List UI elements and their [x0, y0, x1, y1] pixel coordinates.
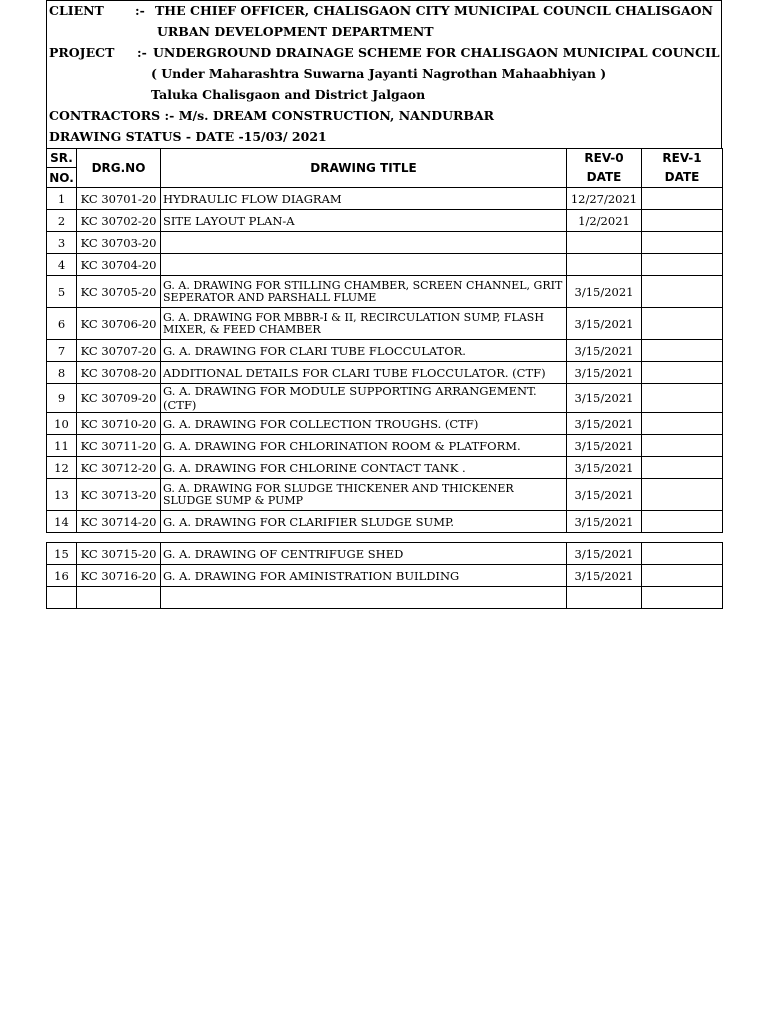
table-row	[47, 308, 723, 340]
cell-rev0-date: 3/15/2021	[567, 565, 642, 587]
table-row	[47, 340, 723, 362]
cell-drg-no: KC 30715-20	[77, 543, 161, 565]
cell-rev0-date: 3/15/2021	[567, 413, 642, 435]
contractors-line: CONTRACTORS :- M/s. DREAM CONSTRUCTION, NANDURBAR	[49, 108, 495, 123]
cell-sr-no: 7	[47, 340, 77, 362]
cell-rev1-date	[642, 308, 723, 340]
cell-rev1-date	[642, 511, 723, 533]
cell-rev1-date	[642, 232, 723, 254]
cell-drawing-title: G. A. DRAWING FOR CHLORINATION ROOM & PLATFORM.	[161, 435, 567, 457]
table-row	[47, 565, 723, 587]
col-rev0-header: REV-0	[567, 149, 642, 168]
table-row	[47, 543, 723, 565]
cell-sr-no: 16	[47, 565, 77, 587]
cell-drg-no: KC 30704-20	[77, 254, 161, 276]
table-row	[47, 413, 723, 435]
cell-rev0-date	[567, 232, 642, 254]
cell-drg-no: KC 30707-20	[77, 340, 161, 362]
cell-rev0-date: 3/15/2021	[567, 384, 642, 413]
cell-rev1-date	[642, 340, 723, 362]
cell-rev1-date	[642, 254, 723, 276]
cell-sr-no: 9	[47, 384, 77, 413]
cell-rev1-date	[642, 457, 723, 479]
table-row	[47, 435, 723, 457]
col-sr-header: SR.	[47, 149, 77, 168]
cell-rev0-date: 3/15/2021	[567, 511, 642, 533]
table-row	[47, 457, 723, 479]
drawing-table-continued	[46, 542, 723, 609]
cell-sr-no: 1	[47, 188, 77, 210]
cell-sr-no: 8	[47, 362, 77, 384]
cell-drg-no: KC 30716-20	[77, 565, 161, 587]
cell-drawing-title: G. A. DRAWING FOR SLUDGE THICKENER AND THICKENER SLUDGE SUMP & PUMP	[161, 479, 567, 511]
cell-rev1-date	[642, 362, 723, 384]
cell-rev1-date	[642, 413, 723, 435]
cell-drawing-title: SITE LAYOUT PLAN-A	[161, 210, 567, 232]
table-row	[47, 210, 723, 232]
table-row	[47, 384, 723, 413]
cell-sr-no: 11	[47, 435, 77, 457]
cell-rev0-date: 12/27/2021	[567, 188, 642, 210]
cell-rev1-date	[642, 479, 723, 511]
cell-drawing-title: G. A. DRAWING FOR STILLING CHAMBER, SCREEN CHANNEL, GRIT SEPERATOR AND PARSHALL FLUME	[161, 276, 567, 308]
cell-sr-no: 14	[47, 511, 77, 533]
cell-sr-no	[47, 587, 77, 609]
table-header-row	[47, 149, 723, 168]
client-line	[49, 3, 713, 18]
cell-drg-no: KC 30713-20	[77, 479, 161, 511]
cell-rev0-date	[567, 587, 642, 609]
cell-drg-no: KC 30711-20	[77, 435, 161, 457]
cell-rev1-date	[642, 543, 723, 565]
cell-rev0-date: 3/15/2021	[567, 543, 642, 565]
cell-sr-no: 5	[47, 276, 77, 308]
cell-drg-no: KC 30709-20	[77, 384, 161, 413]
col-drg-header: DRG.NO	[77, 149, 161, 188]
cell-rev1-date	[642, 565, 723, 587]
cell-drg-no: KC 30703-20	[77, 232, 161, 254]
cell-sr-no: 2	[47, 210, 77, 232]
cell-rev0-date: 1/2/2021	[567, 210, 642, 232]
cell-drg-no: KC 30714-20	[77, 511, 161, 533]
col-title-header: DRAWING TITLE	[161, 149, 567, 188]
cell-drawing-title	[161, 254, 567, 276]
cell-drawing-title: G. A. DRAWING FOR CLARIFIER SLUDGE SUMP.	[161, 511, 567, 533]
cell-drg-no: KC 30712-20	[77, 457, 161, 479]
header-block	[46, 0, 722, 148]
cell-rev0-date	[567, 254, 642, 276]
cell-drg-no: KC 30708-20	[77, 362, 161, 384]
cell-sr-no: 10	[47, 413, 77, 435]
drawing-register-sheet	[46, 0, 722, 609]
client-name: THE CHIEF OFFICER, CHALISGAON CITY MUNICIPAL COUNCIL CHALISGAON	[155, 3, 713, 18]
cell-sr-no: 15	[47, 543, 77, 565]
cell-drawing-title	[161, 587, 567, 609]
cell-drg-no: KC 30705-20	[77, 276, 161, 308]
project-location: Taluka Chalisgaon and District Jalgaon	[151, 87, 426, 102]
cell-rev1-date	[642, 435, 723, 457]
cell-drg-no: KC 30710-20	[77, 413, 161, 435]
cell-rev0-date: 3/15/2021	[567, 457, 642, 479]
col-rev1-header-2: DATE	[642, 168, 723, 188]
cell-drawing-title: G. A. DRAWING OF CENTRIFUGE SHED	[161, 543, 567, 565]
table-row	[47, 587, 723, 609]
project-scheme: ( Under Maharashtra Suwarna Jayanti Nagrothan Mahaabhiyan )	[151, 66, 607, 81]
cell-rev1-date	[642, 384, 723, 413]
drawing-table	[46, 148, 723, 533]
cell-drawing-title: HYDRAULIC FLOW DIAGRAM	[161, 188, 567, 210]
cell-drawing-title	[161, 232, 567, 254]
cell-drg-no	[77, 587, 161, 609]
cell-sr-no: 13	[47, 479, 77, 511]
col-sr-header-2: NO.	[47, 168, 77, 188]
table-row	[47, 511, 723, 533]
cell-drawing-title: G. A. DRAWING FOR MODULE SUPPORTING ARRANGEMENT. (CTF)	[161, 384, 567, 413]
cell-sr-no: 4	[47, 254, 77, 276]
project-separator: :-	[137, 45, 147, 60]
cell-rev1-date	[642, 587, 723, 609]
cell-drawing-title: G. A. DRAWING FOR MBBR-I & II, RECIRCULATION SUMP, FLASH MIXER, & FEED CHAMBER	[161, 308, 567, 340]
project-label: PROJECT	[49, 45, 115, 60]
cell-drg-no: KC 30706-20	[77, 308, 161, 340]
cell-rev0-date: 3/15/2021	[567, 276, 642, 308]
cell-sr-no: 6	[47, 308, 77, 340]
cell-rev0-date: 3/15/2021	[567, 435, 642, 457]
project-name: UNDERGROUND DRAINAGE SCHEME FOR CHALISGAON MUNICIPAL COUNCIL	[153, 45, 720, 60]
cell-sr-no: 3	[47, 232, 77, 254]
table-row	[47, 232, 723, 254]
cell-drawing-title: G. A. DRAWING FOR COLLECTION TROUGHS. (CTF)	[161, 413, 567, 435]
table-row	[47, 362, 723, 384]
col-rev1-header: REV-1	[642, 149, 723, 168]
table-row	[47, 254, 723, 276]
cell-sr-no: 12	[47, 457, 77, 479]
client-separator: :-	[135, 3, 145, 18]
client-department: URBAN DEVELOPMENT DEPARTMENT	[157, 24, 434, 39]
cell-rev1-date	[642, 188, 723, 210]
client-label: CLIENT	[49, 3, 104, 18]
table-row	[47, 276, 723, 308]
cell-drawing-title: G. A. DRAWING FOR CLARI TUBE FLOCCULATOR.	[161, 340, 567, 362]
cell-drg-no: KC 30701-20	[77, 188, 161, 210]
cell-drawing-title: G. A. DRAWING FOR CHLORINE CONTACT TANK .	[161, 457, 567, 479]
cell-drawing-title: ADDITIONAL DETAILS FOR CLARI TUBE FLOCCULATOR. (CTF)	[161, 362, 567, 384]
cell-rev0-date: 3/15/2021	[567, 308, 642, 340]
project-line	[49, 45, 720, 60]
cell-rev1-date	[642, 210, 723, 232]
cell-rev0-date: 3/15/2021	[567, 479, 642, 511]
table-row	[47, 188, 723, 210]
table-row	[47, 479, 723, 511]
cell-rev0-date: 3/15/2021	[567, 362, 642, 384]
col-rev0-header-2: DATE	[567, 168, 642, 188]
cell-drg-no: KC 30702-20	[77, 210, 161, 232]
cell-rev1-date	[642, 276, 723, 308]
cell-drawing-title: G. A. DRAWING FOR AMINISTRATION BUILDING	[161, 565, 567, 587]
drawing-status-line: DRAWING STATUS - DATE -15/03/ 2021	[49, 129, 327, 144]
cell-rev0-date: 3/15/2021	[567, 340, 642, 362]
